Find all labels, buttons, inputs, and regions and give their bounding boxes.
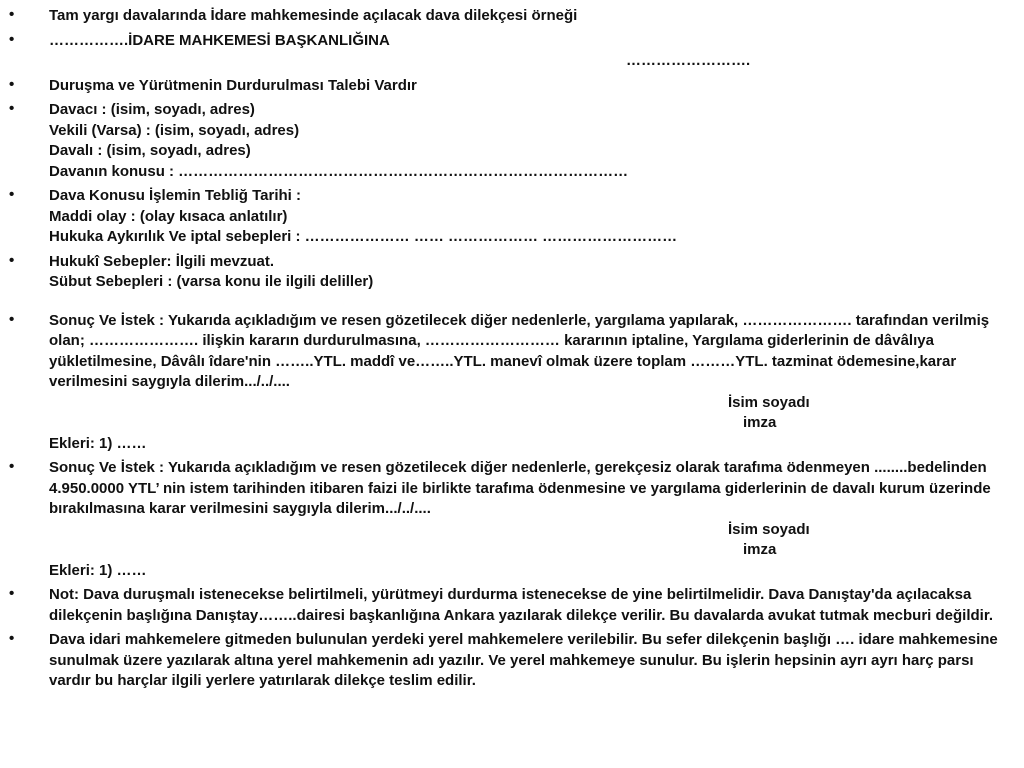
list-item-case-subject	[0, 186, 1024, 248]
item-text: Vekili (Varsa) : (isim, soyadı, adres)	[49, 121, 300, 139]
attachments: Ekleri: 1) ……	[49, 561, 147, 579]
bullet: •	[9, 100, 15, 117]
bullet: •	[9, 75, 15, 93]
item-text: Maddi olay : (olay kısaca anlatılır)	[49, 207, 288, 225]
list-item-title	[0, 6, 1024, 27]
bullet: •	[9, 458, 15, 475]
bullet: •	[9, 251, 15, 269]
signature-name: İsim soyadı	[728, 520, 810, 538]
item-text: Hukukî Sebepler: İlgili mevzuat.	[49, 252, 275, 270]
list-item-legal-grounds	[0, 252, 1024, 293]
signature-sign: imza	[743, 414, 777, 431]
item-text: Dava Konusu İşlemin Tebliğ Tarihi :	[49, 187, 301, 204]
bullet: •	[9, 585, 15, 602]
bullet: •	[9, 630, 15, 647]
item-text: Sonuç Ve İstek : Yukarıda açıkladığım ve resen gözetilecek diğer nedenlerle, yargılama yapılarak, …………………. tarafından verilmiş olan; …………………. ilişkin kararın durdurulmasına, ……………………… kararının iptaline, Yargılama giderlerinin de dâvâlıya yükletilmesine, Dâvâlı îdare'nin ……..YTL. maddî ve……..YTL. manevî olmak üzere toplam ………YTL. tazminat ödemesine,karar verilmesini saygıyla dilerim.../../....	[49, 311, 990, 390]
item-text: Dava idari mahkemelere gitmeden bulunulan yerdeki yerel mahkemelere verilebilir. Bu sefer dilekçenin başlığı …. idare mahkemesine sunulmak üzere yazılarak altına yerel mahkemenin adı yazılır. Ve yerel mahkemeye sunulur. Bu işlerin hepsinin ayrı ayrı harç parsı vardır bu harçlar ilgili yerlere yatırılarak dilekçe teslim edilir.	[49, 631, 998, 689]
item-text: Davalı : (isim, soyadı, adres)	[49, 142, 251, 159]
item-text: Not: Dava duruşmalı istenecekse belirtilmeli, yürütmeyi durdurma istenecekse de yine belirtilmelidir. Dava Danıştay'da açılacaksa dilekçenin başlığına Danıştay……..dairesi başkanlığına Ankara yazılarak dilekçe verilir. Bu davalarda avukat tutmak mecburi değildir.	[49, 586, 993, 624]
list-item-local-court	[0, 630, 1024, 692]
list-item-hearing-request	[0, 76, 1024, 97]
item-text: …………….İDARE MAHKEMESİ BAŞKANLIĞINA	[49, 31, 390, 49]
list-item-court-header	[0, 31, 1024, 72]
bullet: •	[9, 310, 15, 328]
list-item-request-2	[0, 458, 1024, 581]
item-text: Sonuç Ve İstek : Yukarıda açıkladığım ve resen gözetilecek diğer nedenlerle, gerekçesiz olarak tarafıma ödenmeyen ........bedelinden 4.950.0000 YTL’ nin istem tarihinden itibaren faizi ile birlikte tarafıma ödenmesine ve yargılama giderlerinin de davalı kurum üzerinde bırakılmasına karar verilmesini saygıyla dilerim.../../....	[49, 459, 991, 517]
item-text: Duruşma ve Yürütmenin Durdurulması Talebi Vardır	[49, 76, 417, 94]
court-dots: …………………….	[626, 52, 751, 69]
signature-sign: imza	[743, 541, 777, 558]
bullet: •	[9, 186, 15, 203]
list-item-parties	[0, 100, 1024, 182]
item-text: Tam yargı davalarında İdare mahkemesinde açılacak dava dilekçesi örneği	[49, 7, 578, 24]
signature-name: İsim soyadı	[728, 393, 810, 411]
document-slide	[0, 6, 1024, 692]
bullet: •	[9, 6, 15, 23]
list-item-note	[0, 585, 1024, 626]
attachments: Ekleri: 1) ……	[49, 434, 147, 452]
bullet: •	[9, 30, 15, 48]
list-item-request-1	[0, 311, 1024, 455]
item-text: Hukuka Aykırılık Ve iptal sebepleri : ………………… …… ……………… ………………………	[49, 228, 678, 245]
item-text: Sübut Sebepleri : (varsa konu ile ilgili deliller)	[49, 273, 374, 290]
item-text: Davacı : (isim, soyadı, adres)	[49, 101, 255, 118]
item-text: Davanın konusu : ………………………………………………………………………………	[49, 162, 629, 180]
